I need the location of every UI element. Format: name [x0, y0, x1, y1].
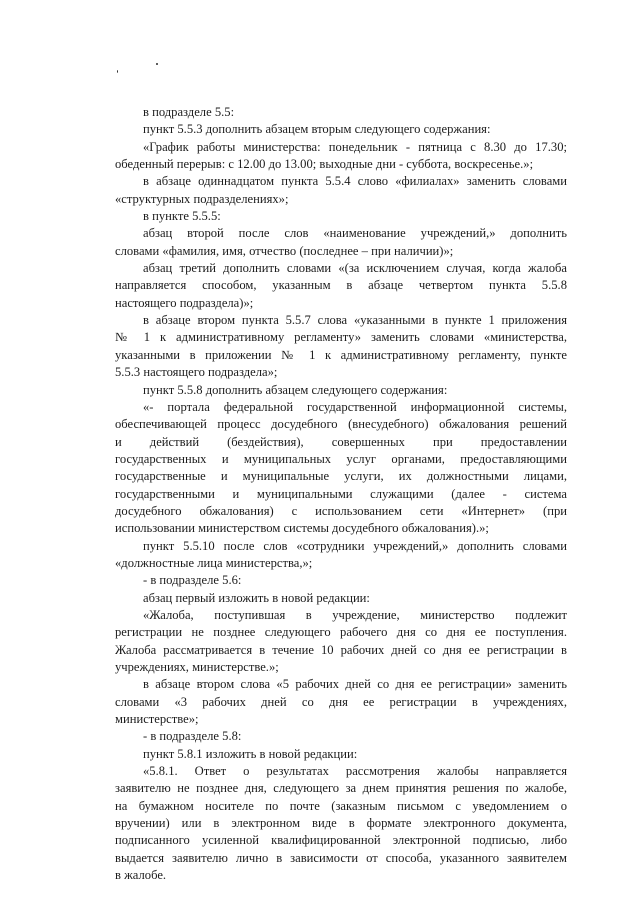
- document-body: [115, 104, 567, 884]
- text-line: «График работы министерства: понедельник - пятница с 8.30 до 17.30;: [143, 139, 567, 154]
- text-line: пункт 5.5.3 дополнить абзацем вторым следующего содержания:: [143, 122, 491, 137]
- text-line: министерстве»;: [115, 712, 199, 727]
- text-line: № 1 к административному регламенту» заменить словами «министерства,: [115, 330, 567, 345]
- text-line: в жалобе.: [115, 868, 167, 883]
- text-line: «должностные лица министерства,»;: [115, 555, 313, 570]
- text-line: в абзаце втором слова «5 рабочих дней со дня ее регистрации» заменить: [143, 677, 567, 692]
- text-line: - в подразделе 5.8:: [143, 729, 242, 744]
- text-line: пункт 5.5.10 после слов «сотрудники учреждений,» дополнить словами: [143, 538, 567, 553]
- text-line: направляется способом, указанным в абзаце четвертом пункта 5.5.8: [115, 278, 567, 293]
- text-line: заявителю не позднее дня, следующего за днем принятия решения по жалобе,: [115, 781, 567, 796]
- text-line: в абзаце одиннадцатом пункта 5.5.4 слово «филиалах» заменить словами: [143, 174, 567, 189]
- text-line: регистрации не позднее следующего рабочего дня со дня ее поступления.: [115, 625, 567, 640]
- text-line: Жалоба рассматривается в течение 10 рабочих дней со дня ее регистрации в: [115, 642, 567, 657]
- text-line: государственные и муниципальные услуги, их должностными лицами,: [115, 469, 567, 484]
- text-line: досудебного обжалования) с использованием сети «Интернет» (при: [115, 503, 567, 518]
- scan-speck: [117, 70, 118, 73]
- text-line: пункт 5.5.8 дополнить абзацем следующего содержания:: [143, 382, 448, 397]
- text-line: пункт 5.8.1 изложить в новой редакции:: [143, 746, 358, 761]
- text-line: в абзаце втором пункта 5.5.7 слова «указанными в пункте 1 приложения: [143, 313, 567, 328]
- text-line: - в подразделе 5.6:: [143, 573, 242, 588]
- text-line: вручении) или в электронном виде в формате электронного документа,: [115, 816, 567, 831]
- text-line: указанными в приложении № 1 к административному регламенту, пункте: [115, 347, 567, 362]
- text-line: обеденный перерыв: с 12.00 до 13.00; выходные дни - суббота, воскресенье.»;: [115, 157, 534, 172]
- text-line: выдается заявителю лично в зависимости от способа, указанного заявителем: [115, 850, 567, 865]
- text-line: настоящего подраздела)»;: [115, 295, 254, 310]
- text-line: «5.8.1. Ответ о результатах рассмотрения жалобы направляется: [143, 764, 567, 779]
- text-line: абзац третий дополнить словами «(за исключением случая, когда жалоба: [143, 261, 567, 276]
- text-line: в пункте 5.5.5:: [143, 209, 221, 224]
- text-line: абзац первый изложить в новой редакции:: [143, 590, 370, 605]
- scan-speck: [156, 63, 158, 65]
- text-line: использовании министерством системы досудебного обжалования).»;: [115, 521, 489, 536]
- text-line: «- портала федеральной государственной информационной системы,: [143, 399, 567, 414]
- text-line: абзац второй после слов «наименование учреждений,» дополнить: [143, 226, 567, 241]
- text-line: словами «3 рабочих дней со дня ее регистрации в учреждениях,: [115, 694, 567, 709]
- text-line: на бумажном носителе по почте (заказным письмом с уведомлением о: [115, 798, 567, 813]
- text-line: подписанного усиленной квалифицированной электронной подписью, либо: [115, 833, 567, 848]
- text-line: словами «фамилия, имя, отчество (последнее – при наличии)»;: [115, 243, 454, 258]
- text-line: государственными и муниципальными служащими (далее - система: [115, 486, 567, 501]
- text-line: «структурных подразделениях»;: [115, 191, 289, 206]
- text-line: государственных и муниципальных услуг органами, предоставляющими: [115, 451, 567, 466]
- text-line: учреждениях, министерстве.»;: [115, 660, 279, 674]
- text-line: и действий (бездействия), совершенных при предоставлении: [115, 434, 567, 449]
- text-line: 5.5.3 настоящего подраздела»;: [115, 365, 278, 380]
- text-line: «Жалоба, поступившая в учреждение, министерство подлежит: [143, 607, 567, 622]
- text-line: в подразделе 5.5:: [143, 105, 235, 119]
- text-line: обеспечивающей процесс досудебного (внесудебного) обжалования решений: [115, 417, 567, 432]
